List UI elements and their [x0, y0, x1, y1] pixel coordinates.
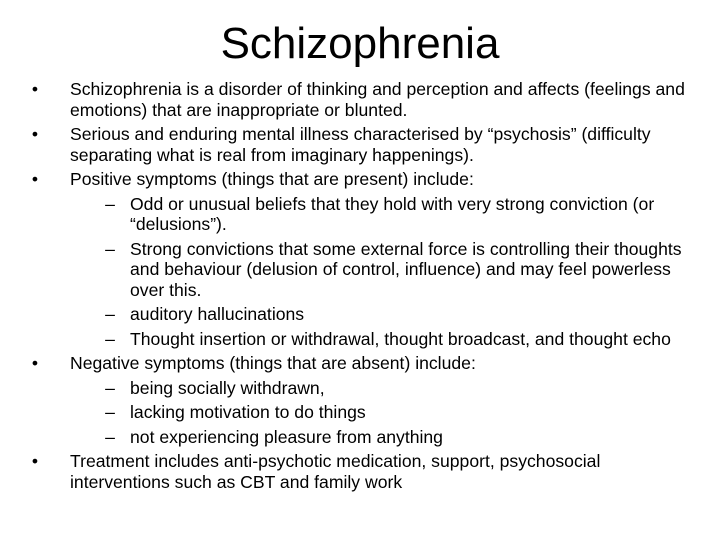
bullet-glyph: • — [31, 451, 39, 471]
sub-list — [70, 194, 700, 350]
dash-glyph: – — [105, 377, 115, 398]
dash-glyph: – — [105, 193, 115, 214]
dash-glyph: – — [105, 402, 115, 422]
sub-text: lacking motivation to do things — [130, 402, 366, 422]
bullet-point — [28, 451, 700, 492]
dash-glyph: – — [105, 426, 115, 447]
bullet-point — [28, 169, 700, 349]
sub-point — [70, 239, 700, 301]
bullet-point — [28, 124, 700, 165]
sub-point — [70, 402, 700, 423]
dash-glyph: – — [105, 328, 115, 349]
bullet-text: Treatment includes anti-psychotic medication, support, psychosocial interventions such as CBT and family work — [70, 451, 601, 492]
sub-text: Odd or unusual beliefs that they hold with very strong conviction (or “delusions”). — [130, 193, 655, 234]
bullet-list — [28, 79, 700, 492]
bullet-glyph: • — [31, 79, 39, 99]
sub-text: Thought insertion or withdrawal, thought broadcast, and thought echo — [130, 328, 671, 349]
bullet-text: Negative symptoms (things that are absent) include: — [70, 353, 476, 373]
sub-text: not experiencing pleasure from anything — [130, 426, 443, 447]
sub-text: being socially withdrawn, — [130, 377, 325, 398]
dash-glyph: – — [105, 304, 115, 324]
bullet-point — [28, 79, 700, 120]
sub-point — [70, 378, 700, 399]
bullet-point — [28, 353, 700, 447]
bullet-glyph: • — [31, 124, 39, 144]
bullet-text: Schizophrenia is a disorder of thinking and perception and affects (feelings and emotions) that are inappropriate or blunted. — [70, 79, 685, 120]
slide-title: Schizophrenia — [220, 19, 500, 68]
bullet-text: Positive symptoms (things that are present) include: — [70, 169, 474, 189]
bullet-glyph: • — [31, 169, 39, 189]
slide-body — [28, 79, 700, 496]
sub-list — [70, 378, 700, 448]
bullet-glyph: • — [31, 353, 39, 373]
sub-point — [70, 329, 700, 350]
bullet-text: Serious and enduring mental illness characterised by “psychosis” (difficulty separating what is real from imaginary happenings). — [70, 124, 651, 165]
sub-text: auditory hallucinations — [130, 304, 305, 324]
sub-point — [70, 304, 700, 325]
sub-point — [70, 427, 700, 448]
sub-text: Strong convictions that some external force is controlling their thoughts and behaviour (delusion of control, influence) and may feel powerless over this. — [130, 238, 682, 300]
dash-glyph: – — [105, 238, 115, 259]
sub-point — [70, 194, 700, 235]
